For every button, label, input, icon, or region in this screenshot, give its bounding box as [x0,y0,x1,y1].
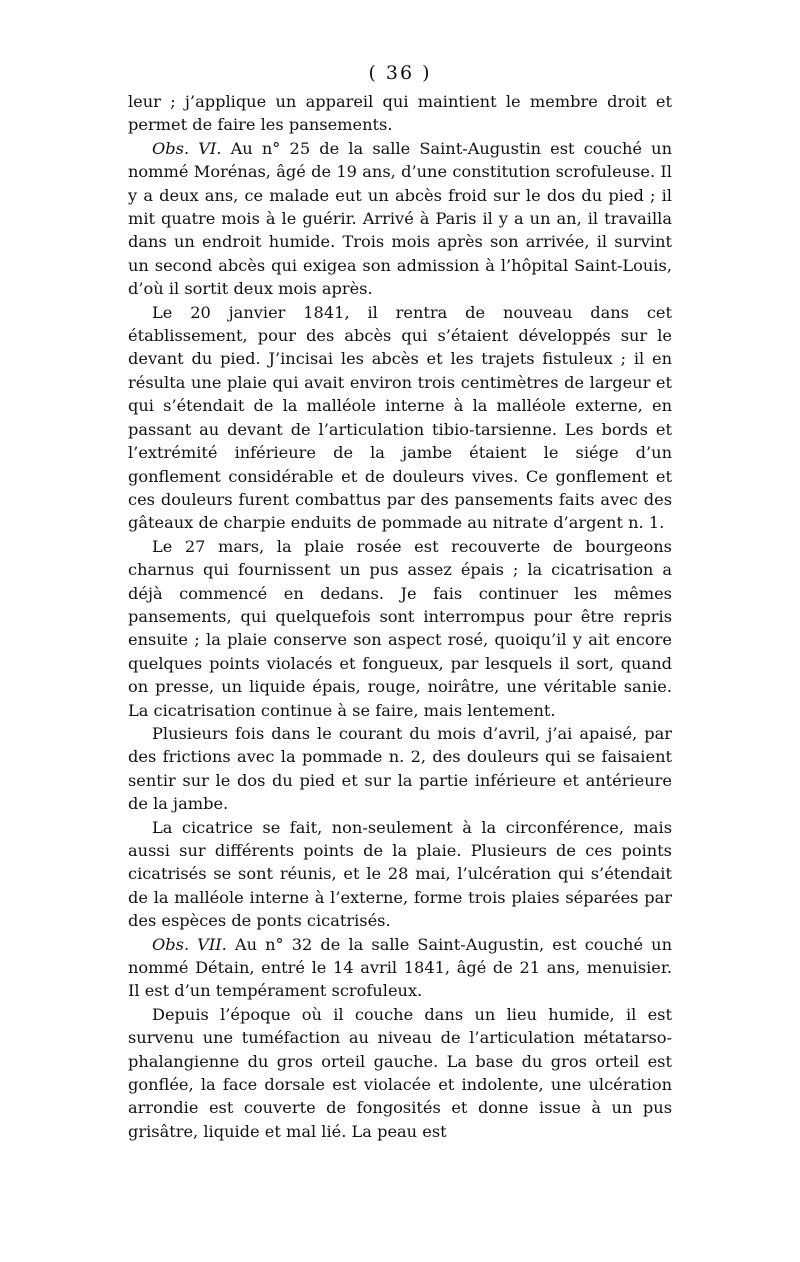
paragraph-text: Au n° 32 de la salle Saint-Augustin, est couché un nommé Détain, entré le 14 avril 1841, âgé de 21 ans, menuisier. Il est d’un tempérament scrofuleux. [128,934,672,1001]
paragraph-1 [128,90,672,137]
paragraph-8 [128,1003,672,1143]
paragraph-text: Le 27 mars, la plaie rosée est recouverte de bourgeons charnus qui fournissent un pus assez épais ; la cicatrisation a déjà commencé en dedans. Je fais continuer les mêmes pansements, qui quelquefois sont interrompus pour être repris ensuite ; la plaie conserve son aspect rosé, quoiqu’il y ait encore quelques points violacés et fongueux, par lesquels il sort, quand on presse, un liquide épais, rouge, noirâtre, une véritable sanie. La cicatrisation continue à se faire, mais lentement. [128,536,672,720]
paragraph-4 [128,535,672,722]
paragraph-obs-7 [128,933,672,1003]
paragraph-3 [128,301,672,535]
paragraph-text: Plusieurs fois dans le courant du mois d’avril, j’ai apaisé, par des frictions avec la pommade n. 2, des douleurs qui se faisaient sentir sur le dos du pied et sur la partie inférieure et antérieure de la jambe. [128,723,672,814]
paragraph-text: Depuis l’époque où il couche dans un lieu humide, il est survenu une tuméfaction au niveau de l’articulation métatarso-phalangienne du gros orteil gauche. La base du gros orteil est gonflée, la face dorsale est violacée et indolente, une ulcération arrondie est couverte de fongosités et donne issue à un pus grisâtre, liquide et mal lié. La peau est [128,1004,672,1141]
paragraph-text: Au n° 25 de la salle Saint-Augustin est couché un nommé Morénas, âgé de 19 ans, d’une constitution scrofuleuse. Il y a deux ans, ce malade eut un abcès froid sur le dos du pied ; il mit quatre mois à le guérir. Arrivé à Paris il y a un an, il travailla dans un endroit humide. Trois mois après son arrivée, il survint un second abcès qui exigea son admission à l’hôpital Saint-Louis, d’où il sortit deux mois après. [128,138,672,299]
paragraph-obs-6 [128,137,672,301]
paragraph-text: leur ; j’applique un appareil qui maintient le membre droit et permet de faire les pansements. [128,92,672,135]
paragraph-5 [128,722,672,816]
document-page [128,60,672,1143]
observation-label: Obs. VII. [152,934,227,954]
paragraph-text: La cicatrice se fait, non-seulement à la circonférence, mais aussi sur différents points de la plaie. Plusieurs de ces points cicatrisés se sont réunis, et le 28 mai, l’ulcération qui s’étendait de la malléole interne à l’externe, forme trois plaies séparées par des espèces de ponts cicatrisés. [128,817,672,931]
observation-label: Obs. VI. [152,138,222,158]
page-number: ( 36 ) [368,62,432,84]
paragraph-6 [128,816,672,933]
paragraph-text: Le 20 janvier 1841, il rentra de nouveau dans cet établissement, pour des abcès qui s’étaient développés sur le devant du pied. J’incisai les abcès et les trajets fistuleux ; il en résulta une plaie qui avait environ trois centimètres de largeur et qui s’étendait de la malléole interne à la malléole externe, en passant au devant de l’articulation tibio-tarsienne. Les bords et l’extrémité inférieure de la jambe étaient le siége d’un gonflement considérable et de douleurs vives. Ce gonflement et ces douleurs furent combattus par des pansements faits avec des gâteaux de charpie enduits de pommade au nitrate d’argent n. 1. [128,302,672,533]
